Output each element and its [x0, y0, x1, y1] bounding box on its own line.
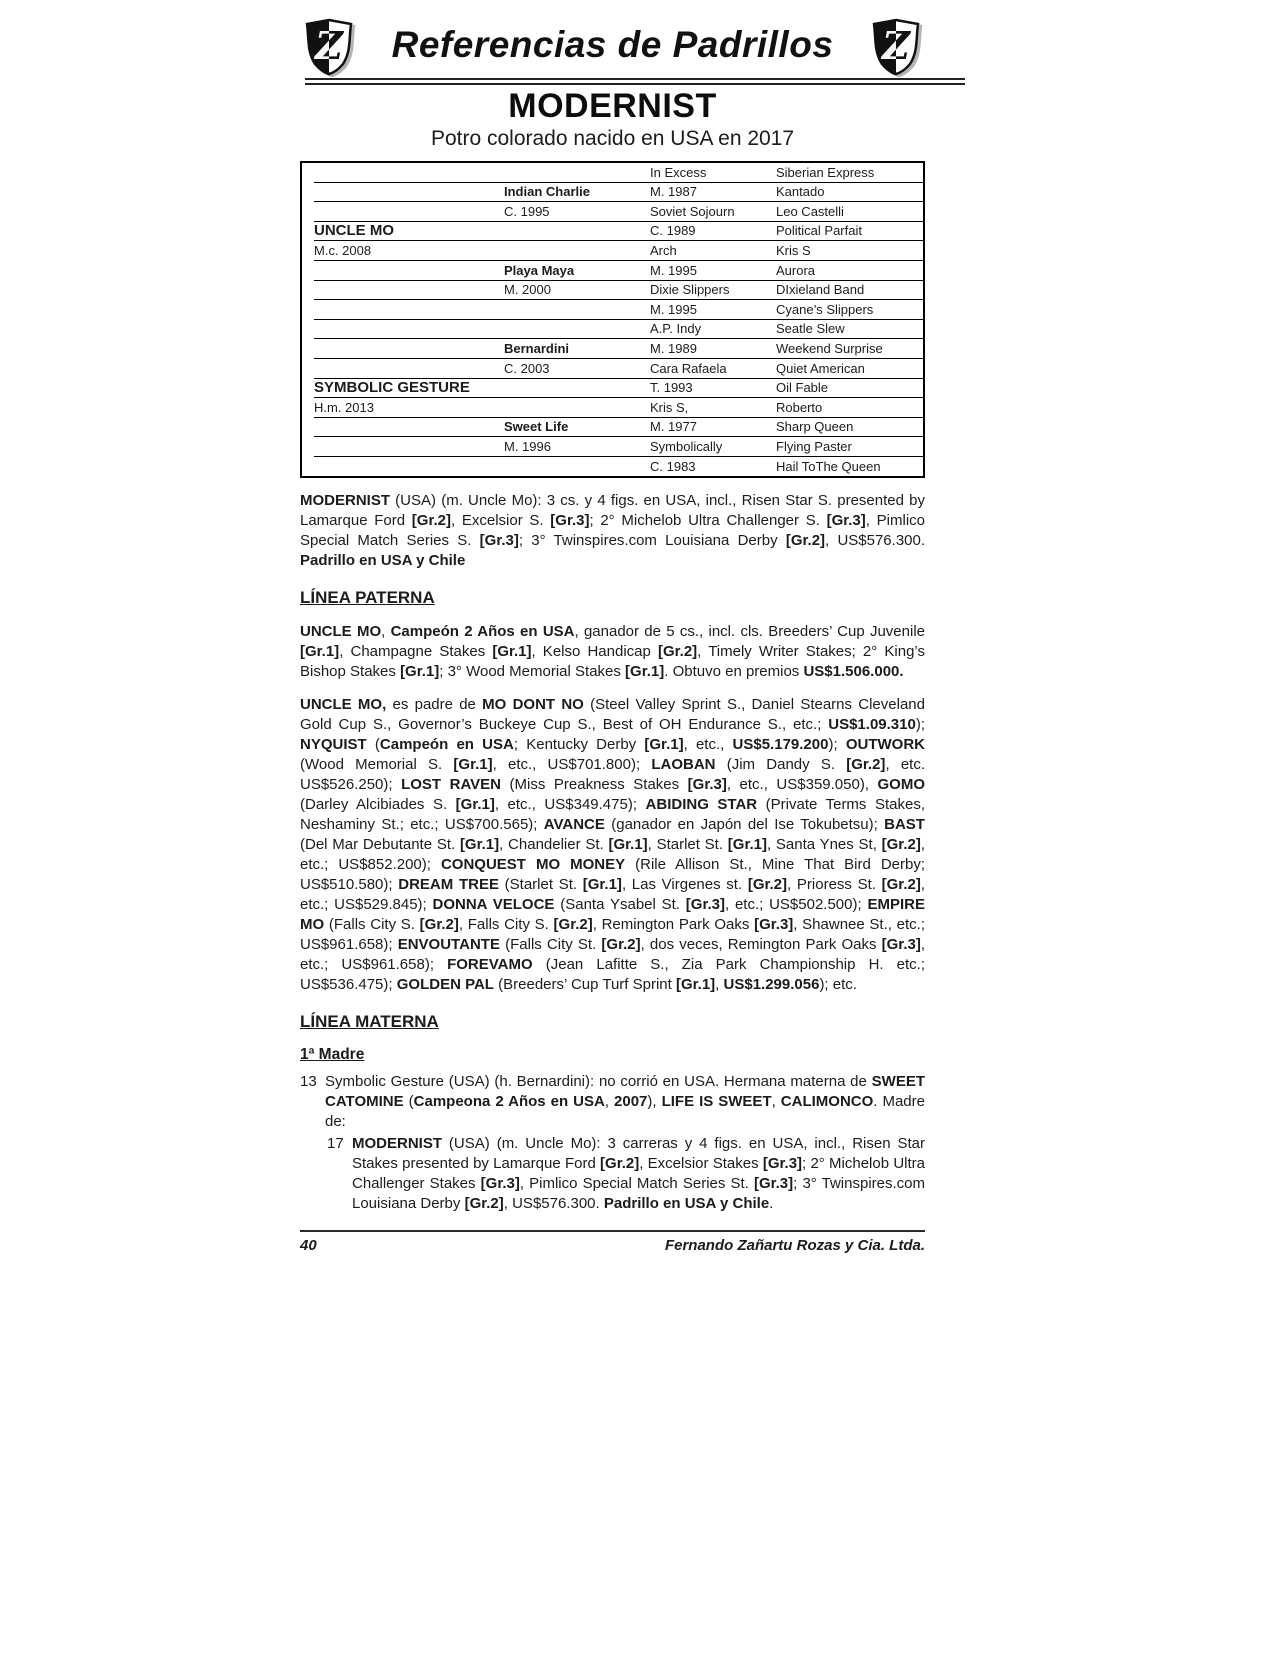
- linea-materna-heading: LÍNEA MATERNA: [300, 1011, 439, 1031]
- pedigree-cell: [314, 455, 504, 456]
- publisher-name: Fernando Zañartu Rozas y Cia. Ltda.: [664, 1236, 925, 1254]
- pedigree-table: [300, 161, 925, 478]
- pedigree-cell: M. 1989: [650, 340, 697, 356]
- pedigree-table-body: [302, 163, 923, 476]
- pedigree-cell: [504, 475, 650, 476]
- pedigree-row: [314, 222, 923, 242]
- pedigree-cell: Hail ToThe Queen: [776, 458, 881, 474]
- pedigree-cell: Symbolically: [650, 438, 723, 454]
- modernist-summary-paragraph: MODERNIST (USA) (m. Uncle Mo): 3 cs. y 4 figs. en USA, incl., Risen Star S. presented by Lamarque Ford [Gr.2], Excelsior S. [Gr.3]; 2° Michelob Ultra Challenger S. [Gr.3], Pimlico Special Match Series S. [Gr.3]; 3° Twinspires.com Louisiana Derby [Gr.2], US$576.300. Padrillo en USA y Chile: [300, 491, 926, 569]
- page-header: [300, 16, 925, 78]
- pedigree-row: [314, 359, 923, 379]
- pedigree-cell: M.c. 2008: [314, 242, 372, 258]
- pedigree-row: [314, 437, 923, 457]
- pedigree-row: [314, 300, 923, 320]
- pedigree-cell: M. 1995: [650, 301, 697, 317]
- uncle-mo-record-paragraph: UNCLE MO, Campeón 2 Años en USA, ganador de 5 cs., incl. cls. Breeders’ Cup Juvenile [Gr.1], Champagne Stakes [Gr.1], Kelso Handicap [Gr.2], Timely Writer Stakes; 2° King’s Bishop Stakes [Gr.1]; 3° Wood Memorial Stakes [Gr.1]. Obtuvo en premios US$1.506.000.: [300, 622, 925, 680]
- foal-entry-17: [327, 1134, 925, 1214]
- pedigree-cell: [314, 318, 504, 319]
- pedigree-cell: Roberto: [776, 399, 823, 415]
- pedigree-cell: Seatle Slew: [776, 321, 845, 337]
- pedigree-row: [314, 281, 923, 301]
- page-subtitle: Potro colorado nacido en USA en 2017: [430, 127, 795, 150]
- uncle-mo-progeny-paragraph: UNCLE MO, es padre de MO DONT NO (Steel Valley Sprint S., Daniel Stearns Cleveland Gold Cup S., Governor’s Buckeye Cup S., Best of OH Endurance S., etc.; US$1.09.310); NYQUIST (Campeón en USA; Kentucky Derby [Gr.1], etc., US$5.179.200); OUTWORK (Wood Memorial S. [Gr.1], etc., US$701.800); LAOBAN (Jim Dandy S. [Gr.2], etc. US$526.250); LOST RAVEN (Miss Preakness Stakes [Gr.3], etc., US$359.050), GOMO (Darley Alcibiades S. [Gr.1], etc., US$349.475); ABIDING STAR (Private Terms Stakes, Neshaminy St.; etc.; US$700.565); AVANCE (ganador en Japón del Ise Tokubetsu); BAST (Del Mar Debutante St. [Gr.1], Chandelier St. [Gr.1], Starlet St. [Gr.1], Santa Ynes St, [Gr.2], etc.; US$852.200); CONQUEST MO MONEY (Rile Allison St., Mine That Bird Derby; US$510.580); DREAM TREE (Starlet St. [Gr.1], Las Virgenes st. [Gr.2], Prioress St. [Gr.2], etc.; US$529.845); DONNA VELOCE (Santa Ysabel St. [Gr.3], etc.; US$502.500); EMPIRE MO (Falls City S. [Gr.2], Falls City S. [Gr.2], Remington Park Oaks [Gr.3], Shawnee St., etc.; US$961.658); ENVOUTANTE (Falls City St. [Gr.2], dos veces, Remington Park Oaks [Gr.3], etc.; US$961.658); FOREVAMO (Jean Lafitte S., Zia Park Championship H. etc.; US$536.475); GOLDEN PAL (Breeders’ Cup Turf Sprint [Gr.1], US$1.299.056); etc.: [300, 695, 926, 993]
- pedigree-cell: A.P. Indy: [650, 321, 702, 337]
- pedigree-cell: Leo Castelli: [776, 203, 844, 219]
- pedigree-cell: [504, 337, 650, 338]
- entry-number: 13: [300, 1072, 317, 1090]
- pedigree-cell: Weekend Surprise: [776, 340, 883, 356]
- page-title: MODERNIST: [508, 87, 717, 125]
- pedigree-cell: Bernardini: [504, 340, 570, 356]
- pedigree-cell: [314, 357, 504, 358]
- pedigree-cell: [504, 239, 650, 240]
- pedigree-cell: Playa Maya: [504, 262, 575, 278]
- pedigree-cell: [314, 220, 504, 221]
- pedigree-cell: [314, 337, 504, 338]
- pedigree-cell: [314, 377, 504, 378]
- entry-number: 17: [327, 1134, 344, 1152]
- pedigree-cell: [314, 435, 504, 436]
- pedigree-cell: [504, 396, 650, 397]
- pedigree-cell: M. 1995: [650, 262, 697, 278]
- pedigree-cell: Sharp Queen: [776, 419, 854, 435]
- pedigree-row: [314, 339, 923, 359]
- pedigree-cell: [314, 279, 504, 280]
- pedigree-row: [314, 241, 923, 261]
- pedigree-cell: Cyane’s Slippers: [776, 301, 874, 317]
- pedigree-cell: C. 1983: [650, 458, 696, 474]
- pedigree-row: [314, 261, 923, 281]
- pedigree-cell: Indian Charlie: [504, 184, 590, 200]
- pedigree-cell: Sweet Life: [504, 419, 569, 435]
- pedigree-row: [314, 183, 923, 203]
- pedigree-cell: Aurora: [776, 262, 816, 278]
- pedigree-row: [314, 320, 923, 340]
- pedigree-cell: Kris S,: [650, 399, 689, 415]
- pedigree-cell: DIxieland Band: [776, 282, 865, 298]
- pedigree-cell: M. 1996: [504, 438, 551, 454]
- pedigree-cell: [504, 181, 650, 182]
- pedigree-cell: Flying Paster: [776, 438, 852, 454]
- pedigree-cell: H.m. 2013: [314, 399, 374, 415]
- pedigree-cell: [314, 298, 504, 299]
- pedigree-cell: C. 1995: [504, 203, 550, 219]
- pedigree-cell: UNCLE MO: [314, 222, 394, 240]
- page-number: 40: [300, 1236, 317, 1254]
- pedigree-row: [314, 202, 923, 222]
- publication-title: Referencias de Padrillos: [391, 24, 834, 65]
- pedigree-cell: M. 1987: [650, 184, 697, 200]
- dam-entry-13: [300, 1072, 925, 1132]
- header-divider: [305, 78, 965, 85]
- pedigree-cell: Kris S: [776, 242, 811, 258]
- zanartu-shield-logo-icon: [303, 18, 355, 76]
- zanartu-shield-logo-icon: [870, 18, 922, 76]
- pedigree-cell: T. 1993: [650, 380, 693, 396]
- pedigree-cell: Political Parfait: [776, 223, 862, 239]
- pedigree-cell: M. 2000: [504, 282, 551, 298]
- pedigree-cell: [504, 259, 650, 260]
- linea-paterna-heading: LÍNEA PATERNA: [300, 587, 435, 607]
- pedigree-cell: [314, 200, 504, 201]
- pedigree-cell: SYMBOLIC GESTURE: [314, 379, 470, 397]
- pedigree-cell: In Excess: [650, 164, 707, 180]
- pedigree-cell: C. 2003: [504, 360, 550, 376]
- entry-text: MODERNIST (USA) (m. Uncle Mo): 3 carreras y 4 figs. en USA, incl., Risen Star Stakes presented by Lamarque Ford [Gr.2], Excelsior Stakes [Gr.3]; 2° Michelob Ultra Challenger Stakes [Gr.3], Pimlico Special Match Series St. [Gr.3]; 3° Twinspires.com Louisiana Derby [Gr.2], US$576.300. Padrillo en USA y Chile.: [352, 1134, 925, 1212]
- pedigree-cell: C. 1989: [650, 223, 696, 239]
- pedigree-cell: [314, 475, 504, 476]
- pedigree-cell: Soviet Sojourn: [650, 203, 735, 219]
- pedigree-cell: Cara Rafaela: [650, 360, 727, 376]
- pedigree-row: [314, 163, 923, 183]
- main-column: [300, 88, 925, 1254]
- pedigree-cell: Arch: [650, 242, 677, 258]
- pedigree-cell: Siberian Express: [776, 164, 875, 180]
- pedigree-row: [314, 398, 923, 418]
- pedigree-row: [314, 418, 923, 438]
- pedigree-cell: [504, 318, 650, 319]
- pedigree-cell: Quiet American: [776, 360, 865, 376]
- pedigree-cell: Kantado: [776, 184, 825, 200]
- pedigree-cell: M. 1977: [650, 419, 697, 435]
- pedigree-row: [314, 457, 923, 476]
- pedigree-row: [314, 379, 923, 399]
- pedigree-cell: [314, 181, 504, 182]
- pedigree-cell: Dixie Slippers: [650, 282, 730, 298]
- pedigree-cell: [504, 416, 650, 417]
- entry-text: Symbolic Gesture (USA) (h. Bernardini): no corrió en USA. Hermana materna de SWEET CATOMINE (Campeona 2 Años en USA, 2007), LIFE IS SWEET, CALIMONCO. Madre de:: [325, 1072, 925, 1130]
- page-footer: [300, 1230, 925, 1254]
- pedigree-cell: Oil Fable: [776, 380, 829, 396]
- primera-madre-heading: 1ª Madre: [300, 1045, 365, 1063]
